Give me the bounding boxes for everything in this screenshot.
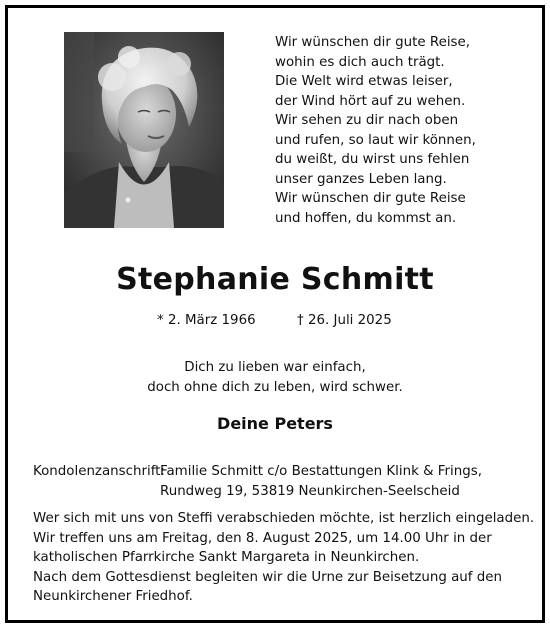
quote-line: doch ohne dich zu leben, wird schwer.	[147, 379, 403, 395]
invitation-line: katholischen Pfarrkirche Sankt Margareta in Neunkirchen.	[33, 550, 420, 565]
poem-line: wohin es dich auch trägt.	[275, 54, 445, 70]
birth-date: * 2. März 1966	[157, 313, 256, 328]
poem-line: du weißt, du wirst uns fehlen	[275, 152, 470, 167]
portrait-photo	[64, 32, 224, 228]
invitation-line: Nach dem Gottesdienst begleiten wir die Urne zur Beisetzung auf den	[33, 569, 502, 585]
poem-line: Wir wünschen dir gute Reise,	[275, 35, 471, 50]
poem-line: Wir sehen zu dir nach oben	[275, 113, 459, 128]
poem-line: unser ganzes Leben lang.	[275, 171, 447, 187]
condolence-address	[33, 462, 482, 502]
quote-line: Dich zu lieben war einfach,	[184, 360, 366, 375]
invitation-line: Neunkirchener Friedhof.	[33, 589, 193, 604]
signoff: Deine Peters	[217, 414, 333, 433]
invitation-line: Wir treffen uns am Freitag, den 8. August 2025, um 14.00 Uhr in der	[33, 530, 492, 546]
invitation-line: Wer sich mit uns von Steffi verabschieden möchte, ist herzlich eingeladen.	[33, 511, 535, 526]
poem-line: und rufen, so laut wir können,	[275, 132, 476, 148]
condolence-line: Familie Schmitt c/o Bestattungen Klink & Frings,	[160, 464, 482, 479]
poem-line: und hoffen, du kommst an.	[275, 210, 457, 226]
funeral-invitation	[33, 509, 535, 607]
condolence-line: Rundweg 19, 53819 Neunkirchen-Seelscheid	[160, 484, 460, 499]
condolence-label: Kondolenzanschrift:	[33, 464, 165, 479]
memorial-quote	[0, 358, 550, 397]
poem-line: Wir wünschen dir gute Reise	[275, 191, 466, 206]
deceased-name: Stephanie Schmitt	[116, 262, 434, 297]
poem	[275, 33, 540, 228]
death-date: † 26. Juli 2025	[297, 313, 392, 328]
poem-line: der Wind hört auf zu wehen.	[275, 93, 466, 109]
poem-line: Die Welt wird etwas leiser,	[275, 74, 453, 89]
